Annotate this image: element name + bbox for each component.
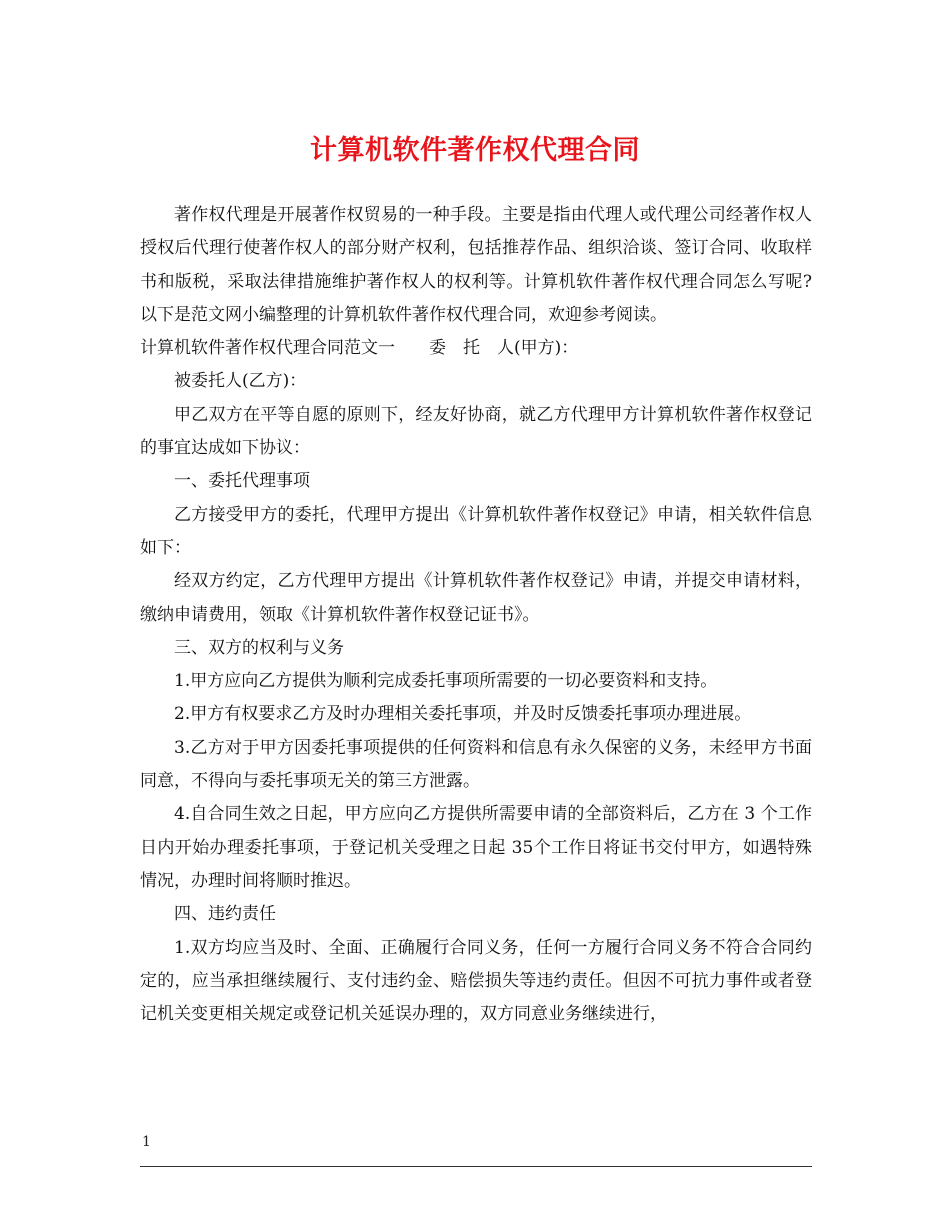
paragraph-agreement: 甲乙双方在平等自愿的原则下，经友好协商，就乙方代理甲方计算机软件著作权登记的事宜达成如下协议： bbox=[140, 404, 812, 459]
clause-3-4: 4.自合同生效之日起，甲方应向乙方提供所需要申请的全部资料后，乙方在 3 个工作日内开始办理委托事项，于登记机关受理之日起 35个工作日将证书交付甲方，如遇特殊情况，办理时间将顺时推迟。 bbox=[140, 804, 812, 891]
section-heading-3: 三、双方的权利与义务 bbox=[174, 637, 344, 658]
clause-3-2: 2.甲方有权要求乙方及时办理相关委托事项，并及时反馈委托事项办理进展。 bbox=[174, 704, 752, 725]
document-title: 计算机软件著作权代理合同 bbox=[310, 135, 640, 166]
page-number: 1 bbox=[142, 1134, 151, 1150]
clause-3-3: 3.乙方对于甲方因委托事项提供的任何资料和信息有永久保密的义务，未经甲方书面同意，不得向与委托事项无关的第三方泄露。 bbox=[140, 737, 812, 792]
document-body bbox=[140, 199, 812, 1031]
paragraph-intro: 著作权代理是开展著作权贸易的一种手段。主要是指由代理人或代理公司经著作权人授权后代理行使著作权人的部分财产权利，包括推荐作品、组织洽谈、签订合同、收取样书和版税，采取法律措施维护著作权人的权利等。计算机软件著作权代理合同怎么写呢?以下是范文网小编整理的计算机软件著作权代理合同，欢迎参考阅读。 bbox=[140, 205, 812, 325]
section-heading-4: 四、违约责任 bbox=[174, 904, 276, 925]
clause-3-1: 1.甲方应向乙方提供为顺利完成委托事项所需要的一切必要资料和支持。 bbox=[174, 671, 718, 692]
paragraph-sample-heading: 计算机软件著作权代理合同范文一 委 托 人(甲方)： bbox=[140, 338, 579, 359]
footer-divider bbox=[140, 1166, 812, 1167]
section-heading-1: 一、委托代理事项 bbox=[174, 471, 310, 492]
paragraph-party-b: 被委托人(乙方)： bbox=[174, 371, 307, 392]
clause-4-1: 1.双方均应当及时、全面、正确履行合同义务，任何一方履行合同义务不符合合同约定的，应当承担继续履行、支付违约金、赔偿损失等违约责任。但因不可抗力事件或者登记机关变更相关规定或登记机关延误办理的，双方同意业务继续进行， bbox=[140, 937, 812, 1025]
paragraph-section-1a: 乙方接受甲方的委托，代理甲方提出《计算机软件著作权登记》申请，相关软件信息如下： bbox=[140, 504, 812, 558]
paragraph-section-1b: 经双方约定，乙方代理甲方提出《计算机软件著作权登记》申请，并提交申请材料，缴纳申请费用，领取《计算机软件著作权登记证书》。 bbox=[140, 571, 812, 625]
